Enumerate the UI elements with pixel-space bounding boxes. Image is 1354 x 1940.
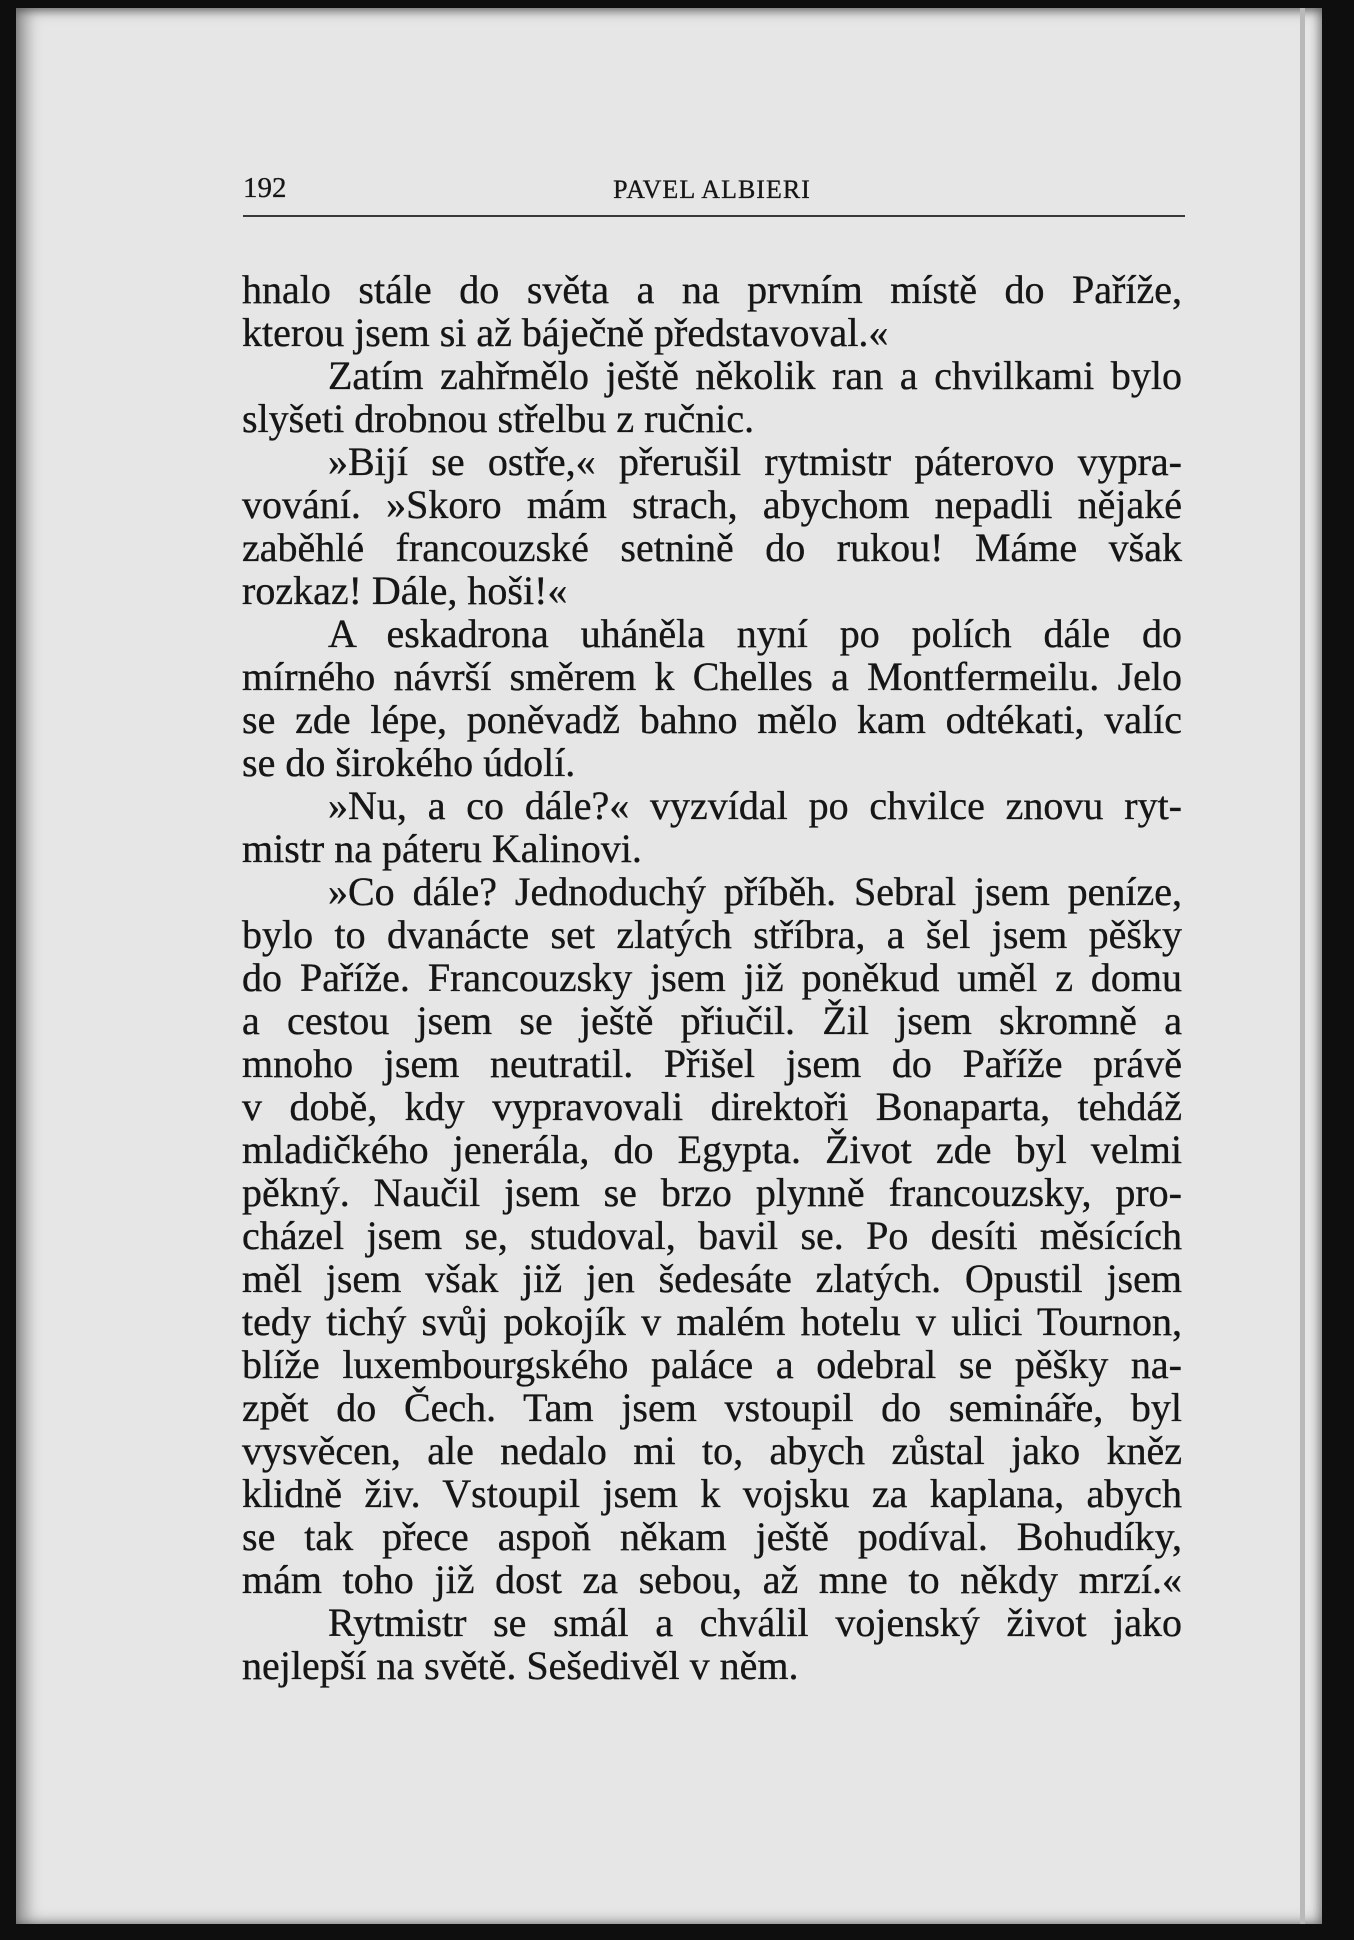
text-line: mnoho jsem neutratil. Přišel jsem do Paříže právě [242, 1041, 1182, 1086]
text-line: měl jsem však již jen šedesáte zlatých. Opustil jsem [242, 1256, 1182, 1301]
text-line: blíže luxembourgského paláce a odebral se pěšky na- [242, 1342, 1182, 1387]
text-line: kterou jsem si až báječně představoval.« [242, 310, 889, 355]
page-edge [1300, 8, 1305, 1924]
text-line: vysvěcen, ale nedalo mi to, abych zůstal jako kněz [242, 1428, 1182, 1473]
text-line: mírného návrší směrem k Chelles a Montfermeilu. Jelo [242, 654, 1182, 699]
text-line: zaběhlé francouzské setnině do rukou! Máme však [242, 525, 1182, 570]
paragraph [242, 440, 1182, 612]
text-line: slyšeti drobnou střelbu z ručnic. [242, 396, 755, 441]
text-line: a cestou jsem se ještě přiučil. Žil jsem skromně a [242, 998, 1182, 1043]
text-line: mladičkého jenerála, do Egypta. Život zde byl velmi [242, 1127, 1182, 1172]
paragraph [242, 268, 1182, 354]
text-line: »Co dále? Jednoduchý příběh. Sebral jsem peníze, [328, 869, 1182, 914]
text-line: mám toho již dost za sebou, až mne to někdy mrzí.« [242, 1557, 1182, 1602]
text-line: »Bijí se ostře,« přerušil rytmistr páterovo vypra- [328, 439, 1182, 484]
page-number: 192 [243, 172, 287, 204]
text-line: »Nu, a co dále?« vyzvídal po chvilce znovu ryt- [328, 783, 1182, 828]
paragraph [242, 354, 1182, 440]
paragraph [242, 784, 1182, 870]
text-line: cházel jsem se, studoval, bavil se. Po desíti měsících [242, 1213, 1182, 1258]
paragraph [242, 870, 1182, 1601]
text-line: se zde lépe, poněvadž bahno mělo kam odtékati, valíc [242, 697, 1182, 742]
text-line: v době, kdy vypravovali direktoři Bonaparta, tehdáž [242, 1084, 1182, 1129]
running-title: PAVEL ALBIERI [613, 175, 811, 204]
text-line: mistr na páteru Kalinovi. [242, 826, 642, 871]
text-line: vování. »Skoro mám strach, abychom nepadli nějaké [242, 482, 1182, 527]
text-line: A eskadrona uháněla nyní po polích dále do [328, 611, 1182, 656]
text-line: se do širokého údolí. [242, 740, 576, 785]
body-text [242, 268, 1182, 1687]
text-line: klidně živ. Vstoupil jsem k vojsku za kaplana, abych [242, 1471, 1182, 1516]
text-line: Rytmistr se smál a chválil vojenský život jako [328, 1600, 1182, 1645]
paragraph [242, 612, 1182, 784]
text-line: rozkaz! Dále, hoši!« [242, 568, 568, 613]
text-line: tedy tichý svůj pokojík v malém hotelu v ulici Tournon, [242, 1299, 1182, 1344]
text-line: zpět do Čech. Tam jsem vstoupil do semináře, byl [242, 1385, 1182, 1430]
paragraph [242, 1601, 1182, 1687]
text-line: se tak přece aspoň někam ještě podíval. Bohudíky, [242, 1514, 1182, 1559]
text-line: pěkný. Naučil jsem se brzo plynně francouzsky, pro- [242, 1170, 1182, 1215]
text-line: nejlepší na světě. Sešedivěl v něm. [242, 1643, 799, 1688]
text-line: hnalo stále do světa a na prvním místě do Paříže, [242, 267, 1182, 312]
text-line: bylo to dvanácte set zlatých stříbra, a šel jsem pěšky [242, 912, 1182, 957]
text-line: do Paříže. Francouzsky jsem již poněkud uměl z domu [242, 955, 1182, 1000]
header-rule [243, 215, 1185, 217]
text-line: Zatím zahřmělo ještě několik ran a chvilkami bylo [328, 353, 1182, 398]
